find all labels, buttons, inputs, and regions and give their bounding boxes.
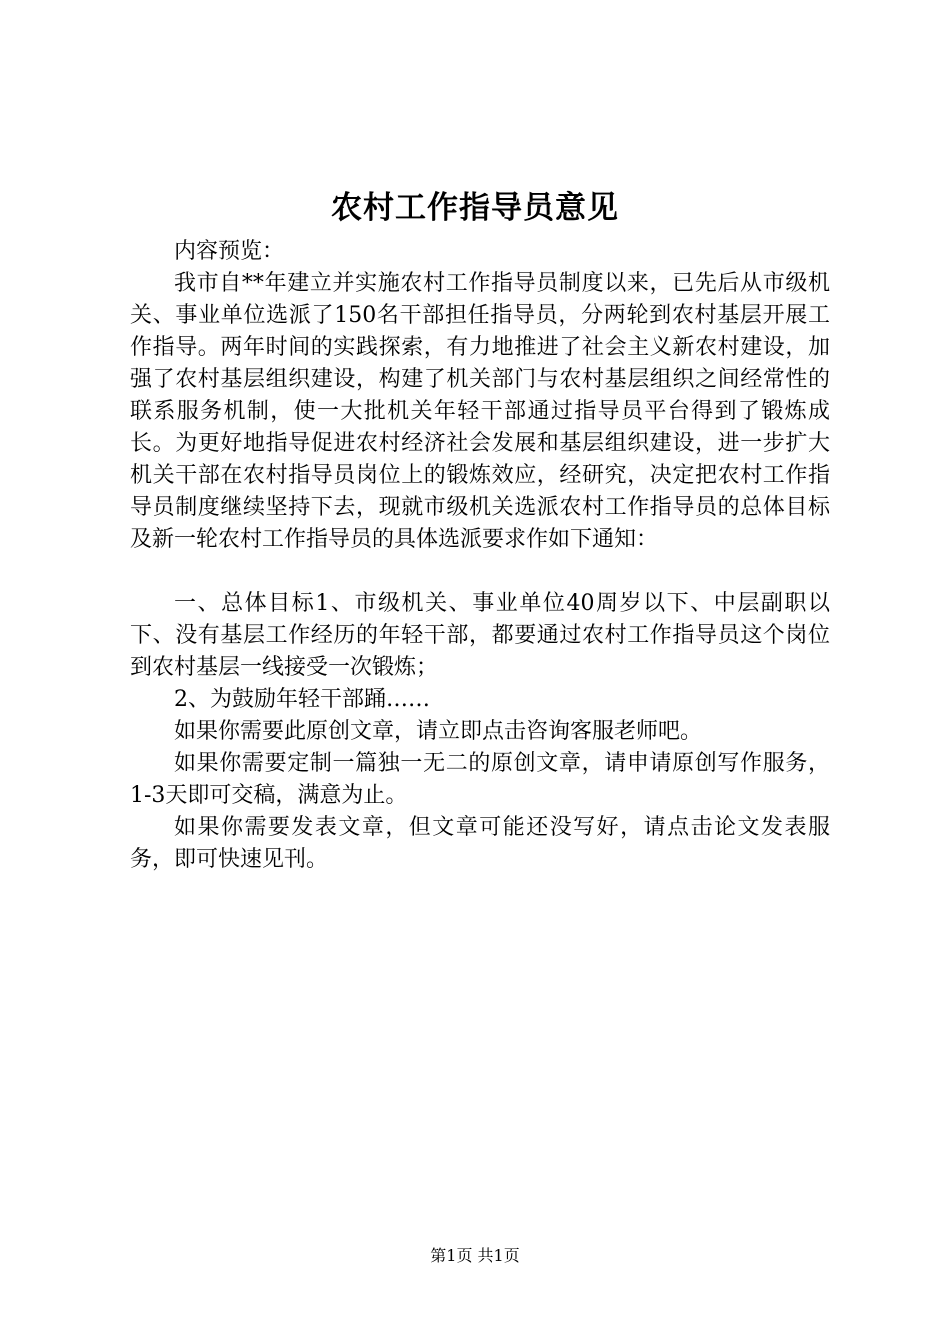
truncated-paragraph: 2、为鼓励年轻干部踊…… <box>174 687 430 712</box>
goal-paragraph: 一、总体目标1、市级机关、事业单位40周岁以下、中层副职以下、没有基层工作经历的年轻干部，都要通过农村工作指导员这个岗位到农村基层一线接受一次锻炼； <box>130 591 830 680</box>
preview-label: 内容预览： <box>174 239 285 264</box>
promo-paragraph-original: 如果你需要此原创文章，请立即点击咨询客服老师吧。 <box>174 719 703 744</box>
document-body <box>130 236 830 876</box>
page-title: 农村工作指导员意见 <box>331 190 619 226</box>
intro-paragraph: 我市自**年建立并实施农村工作指导员制度以来，已先后从市级机关、事业单位选派了150名干部担任指导员，分两轮到农村基层开展工作指导。两年时间的实践探索，有力地推进了社会主义新农村建设，加强了农村基层组织建设，构建了机关部门与农村基层组织之间经常性的联系服务机制，使一大批机关年轻干部通过指导员平台得到了锻炼成长。为更好地指导促进农村经济社会发展和基层组织建设，进一步扩大机关干部在农村指导员岗位上的锻炼效应，经研究，决定把农村工作指导员制度继续坚持下去，现就市级机关选派农村工作指导员的总体目标及新一轮农村工作指导员的具体选派要求作如下通知： <box>130 271 830 552</box>
promo-paragraph-custom: 如果你需要定制一篇独一无二的原创文章，请申请原创写作服务，1-3天即可交稿，满意为止。 <box>130 751 830 808</box>
page-number-footer: 第1页 共1页 <box>430 1246 520 1265</box>
promo-paragraph-publish: 如果你需要发表文章，但文章可能还没写好，请点击论文发表服务，即可快速见刊。 <box>130 815 830 872</box>
